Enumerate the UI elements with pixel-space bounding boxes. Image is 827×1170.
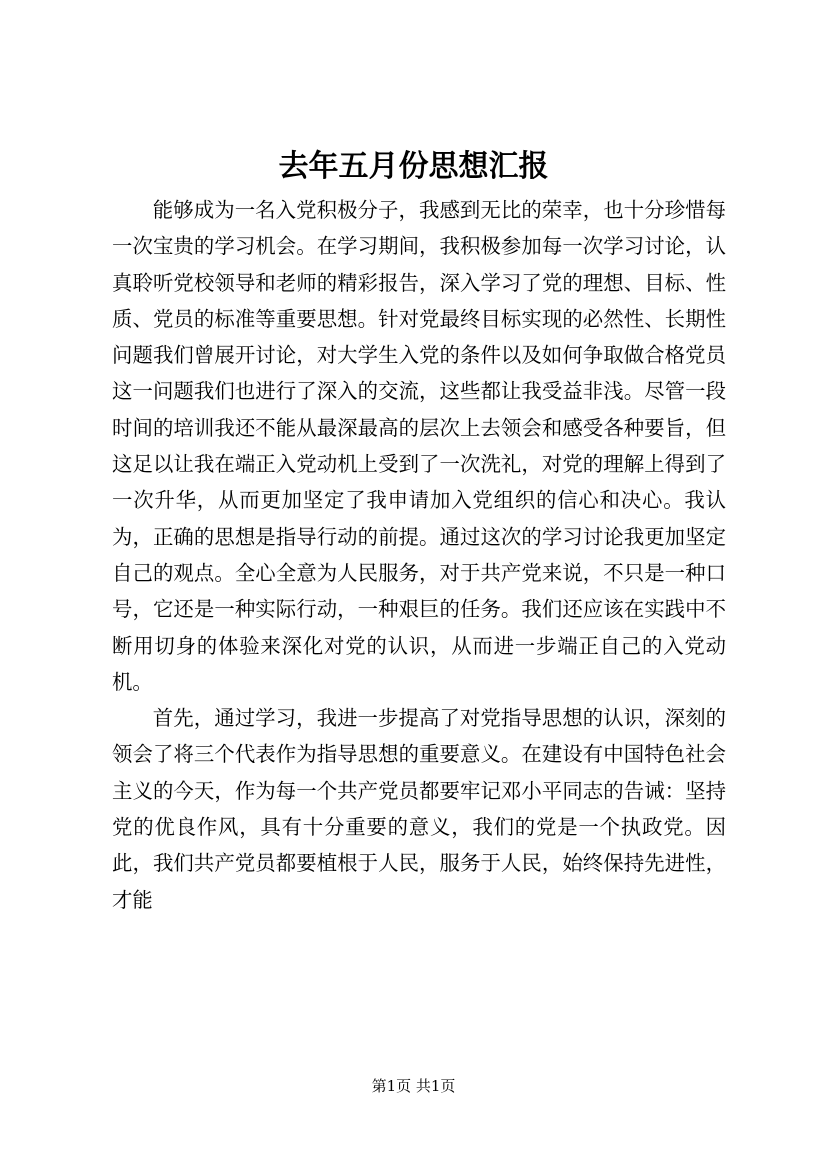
page-footer: 第1页 共1页 [371, 1077, 456, 1095]
paragraph-1: 能够成为一名入党积极分子，我感到无比的荣幸，也十分珍惜每一次宝贵的学习机会。在学习期间，我积极参加每一次学习讨论，认真聆听党校领导和老师的精彩报告，深入学习了党的理想、目标、性质、党员的标准等重要思想。针对党最终目标实现的必然性、长期性问题我们曾展开讨论，对大学生入党的条件以及如何争取做合格党员这一问题我们也进行了深入的交流，这些都让我受益非浅。尽管一段时间的培训我还不能从最深最高的层次上去领会和感受各种要旨，但这足以让我在端正入党动机上受到了一次洗礼，对党的理解上得到了一次升华，从而更加坚定了我申请加入党组织的信心和决心。我认为，正确的思想是指导行动的前提。通过这次的学习讨论我更加坚定自己的观点。全心全意为人民服务，对于共产党来说，不只是一种口号，它还是一种实际行动，一种艰巨的任务。我们还应该在实践中不断用切身的体验来深化对党的认识，从而进一步端正自己的入党动机。 [112, 198, 726, 694]
document-body [112, 192, 726, 918]
paragraph-2: 首先，通过学习，我进一步提高了对党指导思想的认识，深刻的领会了将三个代表作为指导思想的重要意义。在建设有中国特色社会主义的今天，作为每一个共产党员都要牢记邓小平同志的告诫：坚持党的优良作风，具有十分重要的意义，我们的党是一个执政党。因此，我们共产党员都要植根于人民，服务于人民，始终保持先进性，才能 [112, 706, 726, 912]
document-title: 去年五月份思想汇报 [278, 149, 549, 184]
